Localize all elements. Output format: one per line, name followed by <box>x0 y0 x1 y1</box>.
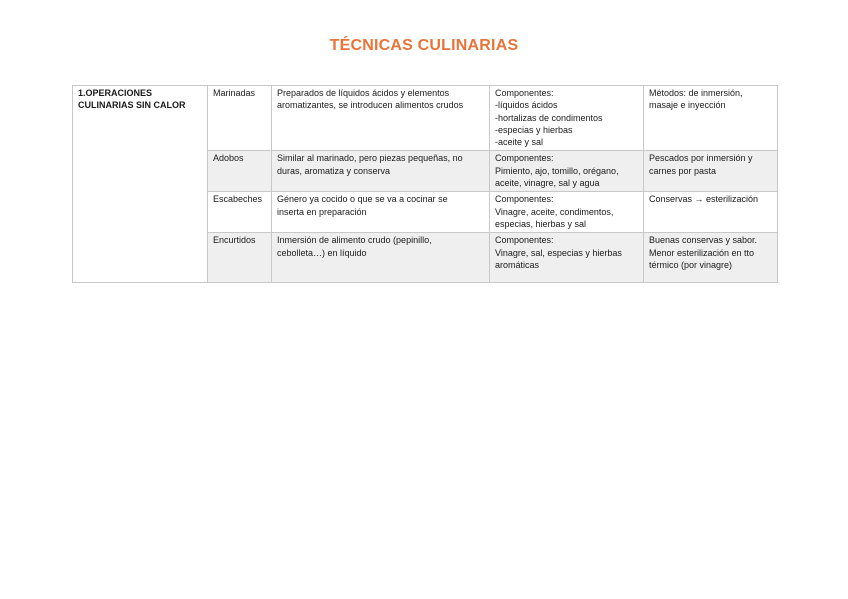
technique-name: Escabeches <box>208 192 272 233</box>
technique-notes: Buenas conservas y sabor. Menor esterilización en tto térmico (por vinagre) <box>644 233 778 283</box>
document-title: TÉCNICAS CULINARIAS <box>329 37 519 54</box>
section-label: 1.OPERACIONES CULINARIAS SIN CALOR <box>73 86 208 283</box>
technique-notes: Conservas → esterilización <box>644 192 778 233</box>
technique-notes: Métodos: de inmersión, masaje e inyección <box>644 86 778 151</box>
techniques-table <box>72 85 778 283</box>
technique-description: Preparados de líquidos ácidos y elementos aromatizantes, se introducen alimentos crudos <box>272 86 490 151</box>
technique-description: Género ya cocido o que se va a cocinar se inserta en preparación <box>272 192 490 233</box>
table-row <box>73 86 778 151</box>
technique-name: Adobos <box>208 151 272 192</box>
technique-components: Componentes: Pimiento, ajo, tomillo, orégano, aceite, vinagre, sal y agua <box>490 151 644 192</box>
technique-name: Encurtidos <box>208 233 272 283</box>
technique-components: Componentes: Vinagre, aceite, condimentos, especias, hierbas y sal <box>490 192 644 233</box>
technique-name: Marinadas <box>208 86 272 151</box>
technique-components: Componentes: Vinagre, sal, especias y hierbas aromáticas <box>490 233 644 283</box>
technique-description: Inmersión de alimento crudo (pepinillo, cebolleta…) en líquido <box>272 233 490 283</box>
technique-components: Componentes: -líquidos ácidos -hortalizas de condimentos -especias y hierbas -aceite y sal <box>490 86 644 151</box>
technique-notes: Pescados por inmersión y carnes por pasta <box>644 151 778 192</box>
technique-description: Similar al marinado, pero piezas pequeñas, no duras, aromatiza y conserva <box>272 151 490 192</box>
